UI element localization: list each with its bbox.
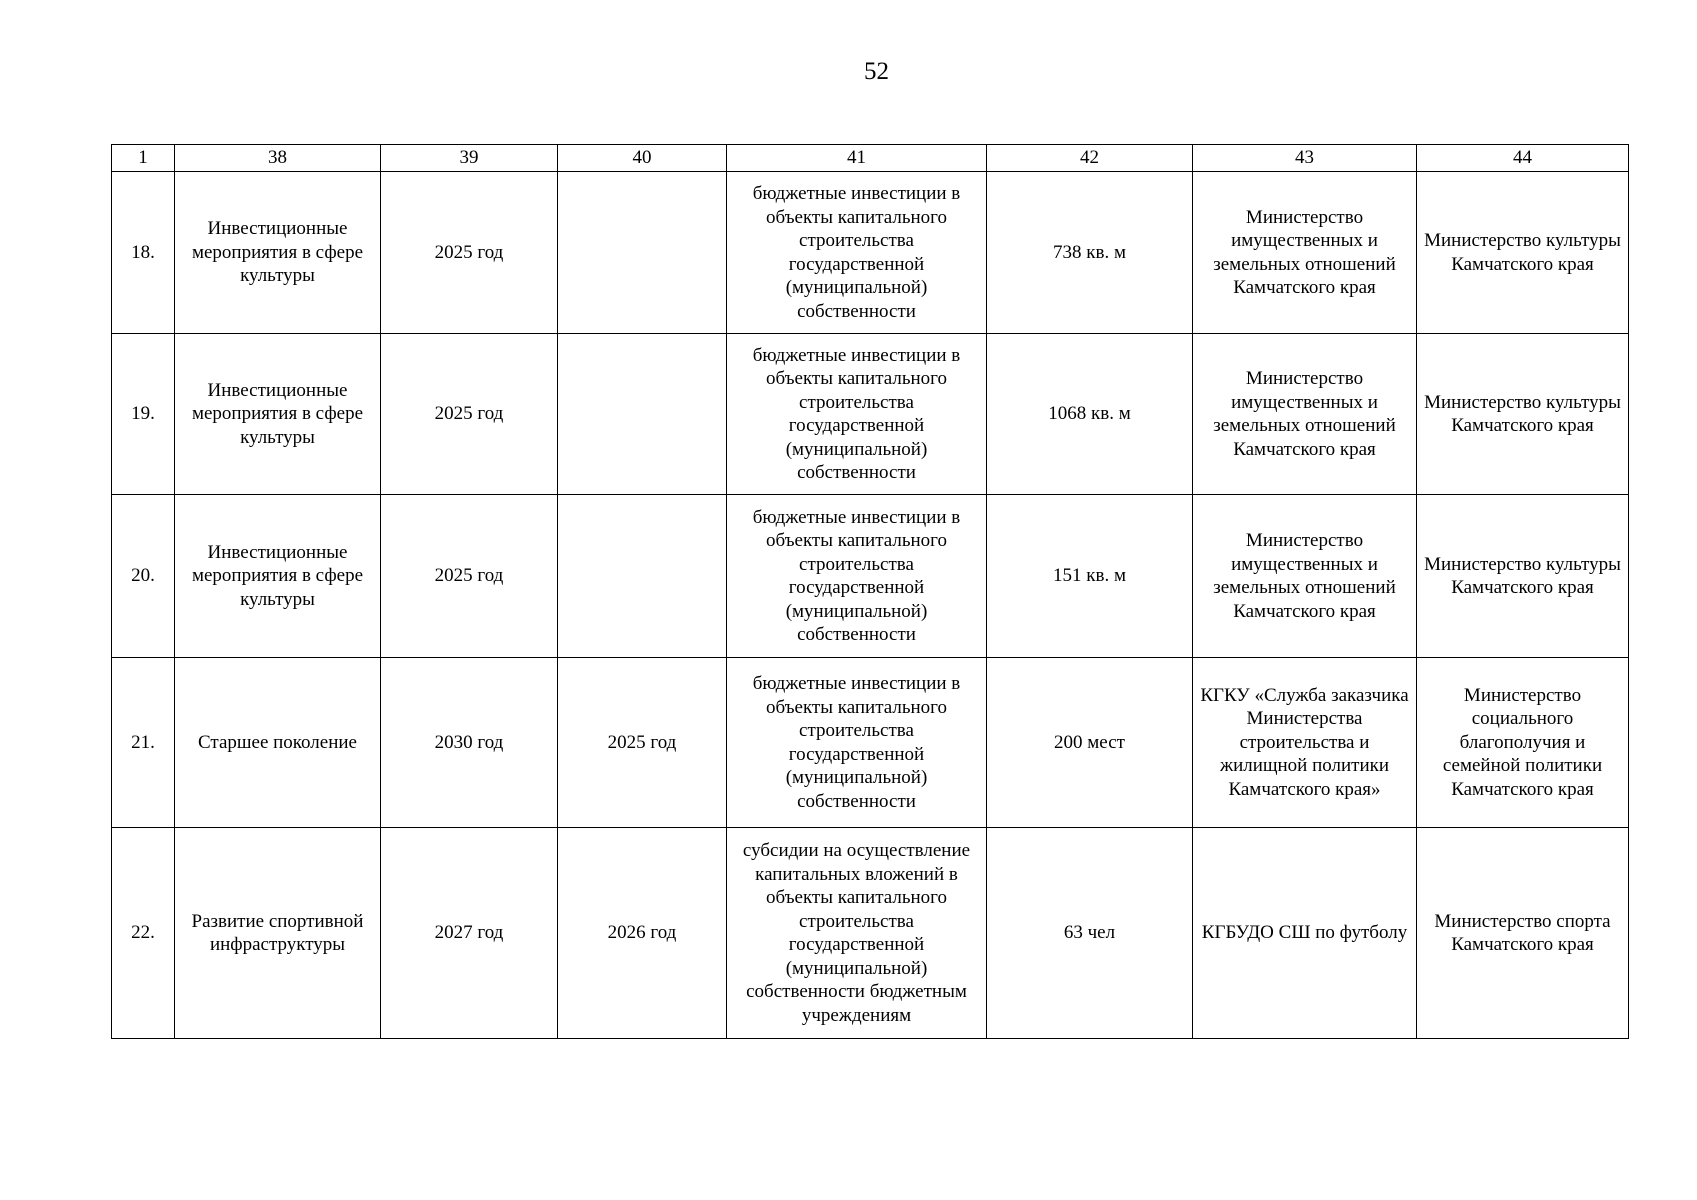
- customer: Министерство имущественных и земельных отношений Камчатского края: [1193, 172, 1417, 334]
- table-row: [112, 495, 1629, 658]
- responsible: Министерство социального благополучия и семейной политики Камчатского края: [1417, 658, 1629, 828]
- capacity: 1068 кв. м: [987, 334, 1193, 495]
- project-name: Старшее поколение: [175, 658, 381, 828]
- column-header: 42: [987, 145, 1193, 172]
- responsible: Министерство спорта Камчатского края: [1417, 828, 1629, 1039]
- project-name: Инвестиционные мероприятия в сфере культуры: [175, 334, 381, 495]
- year-39: 2025 год: [381, 172, 558, 334]
- year-40: [558, 172, 727, 334]
- investment-type: бюджетные инвестиции в объекты капитального строительства государственной (муниципальной) собственности: [727, 334, 987, 495]
- row-number: 19.: [112, 334, 175, 495]
- year-39: 2030 год: [381, 658, 558, 828]
- year-40: 2025 год: [558, 658, 727, 828]
- project-name: Развитие спортивной инфраструктуры: [175, 828, 381, 1039]
- capacity: 151 кв. м: [987, 495, 1193, 658]
- customer: КГБУДО СШ по футболу: [1193, 828, 1417, 1039]
- year-39: 2025 год: [381, 495, 558, 658]
- capacity: 738 кв. м: [987, 172, 1193, 334]
- customer: Министерство имущественных и земельных отношений Камчатского края: [1193, 334, 1417, 495]
- investment-type: бюджетные инвестиции в объекты капитального строительства государственной (муниципальной) собственности: [727, 658, 987, 828]
- column-header: 39: [381, 145, 558, 172]
- year-39: 2027 год: [381, 828, 558, 1039]
- column-header: 41: [727, 145, 987, 172]
- capacity: 200 мест: [987, 658, 1193, 828]
- column-header: 38: [175, 145, 381, 172]
- column-header: 44: [1417, 145, 1629, 172]
- table-row: [112, 658, 1629, 828]
- responsible: Министерство культуры Камчатского края: [1417, 172, 1629, 334]
- investment-type: бюджетные инвестиции в объекты капитального строительства государственной (муниципальной) собственности: [727, 495, 987, 658]
- customer: КГКУ «Служба заказчика Министерства строительства и жилищной политики Камчатского края»: [1193, 658, 1417, 828]
- customer: Министерство имущественных и земельных отношений Камчатского края: [1193, 495, 1417, 658]
- table-row: [112, 172, 1629, 334]
- row-number: 20.: [112, 495, 175, 658]
- row-number: 21.: [112, 658, 175, 828]
- year-40: [558, 495, 727, 658]
- responsible: Министерство культуры Камчатского края: [1417, 334, 1629, 495]
- project-name: Инвестиционные мероприятия в сфере культуры: [175, 172, 381, 334]
- row-number: 18.: [112, 172, 175, 334]
- responsible: Министерство культуры Камчатского края: [1417, 495, 1629, 658]
- column-header: 1: [112, 145, 175, 172]
- investment-table: [111, 144, 1629, 1039]
- page-number: 52: [864, 58, 889, 85]
- column-header: 43: [1193, 145, 1417, 172]
- table-row: [112, 334, 1629, 495]
- row-number: 22.: [112, 828, 175, 1039]
- project-name: Инвестиционные мероприятия в сфере культуры: [175, 495, 381, 658]
- year-40: [558, 334, 727, 495]
- column-number-row: [112, 145, 1629, 172]
- capacity: 63 чел: [987, 828, 1193, 1039]
- year-39: 2025 год: [381, 334, 558, 495]
- investment-type: субсидии на осуществление капитальных вложений в объекты капитального строительства государственной (муниципальной) собственности бюджетным учреждениям: [727, 828, 987, 1039]
- investment-type: бюджетные инвестиции в объекты капитального строительства государственной (муниципальной) собственности: [727, 172, 987, 334]
- year-40: 2026 год: [558, 828, 727, 1039]
- column-header: 40: [558, 145, 727, 172]
- table-row: [112, 828, 1629, 1039]
